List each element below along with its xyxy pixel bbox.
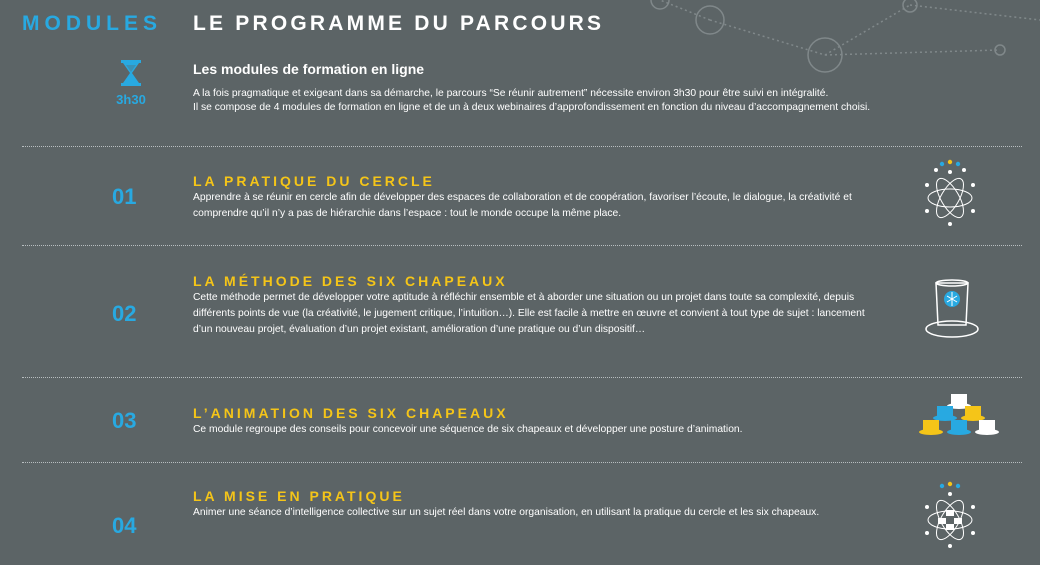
module-description: Apprendre à se réunir en cercle afin de développer des espaces de collaboration et de coopération, favoriser l’écoute, le dialogue, la créativité et comprendre qu’il n’y a pas de hiérarchie dans l’espace : tout le monde occupe la même place.: [193, 192, 852, 219]
divider: [22, 146, 1022, 147]
duration-label: 3h30: [116, 92, 146, 107]
divider: [22, 245, 1022, 246]
intro-title: Les modules de formation en ligne: [193, 61, 425, 77]
top-hat-icon: [922, 275, 982, 345]
module-number: 03: [112, 408, 137, 433]
page-title: LE PROGRAMME DU PARCOURS: [193, 12, 605, 35]
module-number: 01: [112, 184, 137, 209]
six-hats-icon: [915, 390, 1005, 448]
module-title: LA MISE EN PRATIQUE: [193, 488, 405, 504]
divider: [22, 377, 1022, 378]
hourglass-icon: [120, 60, 142, 86]
module-number: 02: [112, 301, 137, 326]
module-title: LA PRATIQUE DU CERCLE: [193, 173, 435, 189]
module-description: Cette méthode permet de développer votre aptitude à réfléchir ensemble et à aborder une situation ou un projet dans toute sa complexité, depuis différents points de vue (la créativité, le jugement critique, l’intuition…). Elle est facile à mettre en œuvre et convient à tout type de sujet : lancement d’un nouveau projet, évaluation d’un projet existant, amélioration d’une pratique ou d’un dispositif…: [193, 292, 865, 335]
circle-practice-icon: [920, 158, 980, 233]
intro-line: A la fois pragmatique et exigeant dans sa démarche, le parcours “Se réunir autrement” nécessite environ 3h30 pour être suivi en intégralité.: [193, 88, 829, 99]
divider: [22, 462, 1022, 463]
intro-line: Il se compose de 4 modules de formation en ligne et de un à deux webinaires d’approfondissement en fonction du niveau d’accompagnement choisi.: [193, 102, 871, 113]
network-decoration: [620, 0, 1040, 80]
intro-text: [193, 87, 1023, 115]
module-number: 04: [112, 513, 137, 538]
module-description: Ce module regroupe des conseils pour concevoir une séquence de six chapeaux et développer une posture d’animation.: [193, 424, 743, 435]
module-title: L’ANIMATION DES SIX CHAPEAUX: [193, 405, 509, 421]
practice-circle-hats-icon: [920, 480, 980, 555]
module-description: Animer une séance d’intelligence collective sur un sujet réel dans votre organisation, en utilisant la pratique du cercle et les six chapeaux.: [193, 507, 820, 518]
modules-heading: MODULES: [22, 12, 162, 35]
module-title: LA MÉTHODE DES SIX CHAPEAUX: [193, 273, 508, 289]
duration-block: [106, 60, 156, 107]
